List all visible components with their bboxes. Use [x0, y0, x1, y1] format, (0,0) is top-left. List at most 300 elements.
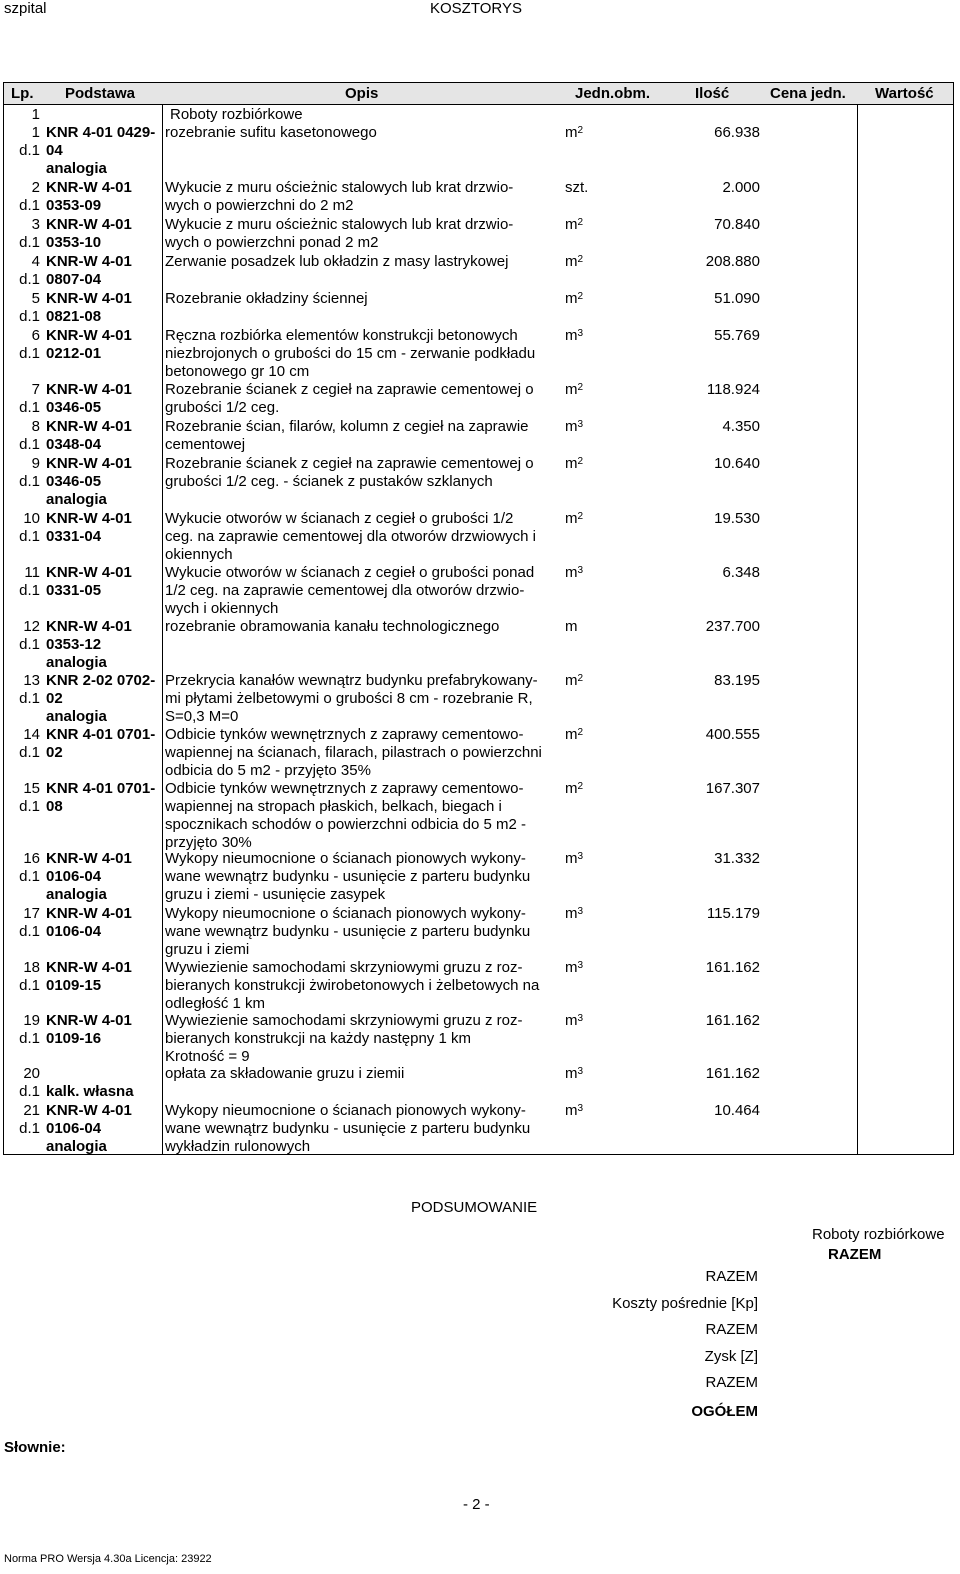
header-project-name: szpital [4, 0, 47, 17]
row-number: 15 [23, 780, 40, 797]
description-line: rozebranie sufitu kasetonowego [165, 124, 377, 141]
unit-base: m [565, 1065, 578, 1082]
description-line: Wykucie z muru ościeżnic stalowych lub krat drzwio- [165, 179, 514, 196]
row-description [165, 850, 560, 904]
description-line: spocznikach schodów o powierzchni odbicia do 5 m2 - [165, 816, 527, 833]
summary-razem-2: RAZEM [705, 1321, 758, 1338]
row-quantity: 237.700 [705, 618, 760, 635]
row-number: 18 [23, 959, 40, 976]
unit-base: m [565, 290, 578, 307]
unit-base: szt. [565, 179, 589, 196]
description-line: gruzu i ziemi [165, 941, 250, 958]
row-quantity: 66.938 [714, 124, 760, 141]
description-line: Wykopy nieumocnione o ścianach pionowych wykony- [165, 905, 526, 922]
description-line: wych o powierzchni ponad 2 m2 [165, 234, 379, 251]
base-line: KNR-W 4-01 [46, 510, 132, 527]
row-dept: d.1 [19, 636, 40, 653]
row-description [165, 780, 560, 852]
row-description [165, 1102, 560, 1156]
base-line: KNR-W 4-01 [46, 564, 132, 581]
row-dept: d.1 [19, 1120, 40, 1137]
base-line: KNR-W 4-01 [46, 850, 132, 867]
row-base [46, 179, 164, 215]
row-lp [4, 381, 40, 417]
row-dept: d.1 [19, 528, 40, 545]
col-header-wartosc: Wartość [875, 85, 934, 102]
base-line: 0331-05 [46, 582, 102, 599]
row-quantity: 19.530 [714, 510, 760, 527]
base-line: KNR-W 4-01 [46, 179, 132, 196]
row-lp [4, 124, 40, 160]
row-number: 8 [31, 418, 40, 435]
row-quantity: 115.179 [706, 905, 760, 922]
row-description [165, 1012, 560, 1066]
row-lp [4, 418, 40, 454]
base-line: 0353-10 [46, 234, 102, 251]
unit-base: m [565, 124, 578, 141]
base-line: 0348-04 [46, 436, 102, 453]
base-line: KNR-W 4-01 [46, 905, 132, 922]
description-line: przyjęto 30% [165, 834, 252, 851]
row-base [46, 381, 164, 417]
row-unit [565, 618, 578, 636]
row-lp [4, 564, 40, 600]
unit-base: m [565, 959, 578, 976]
base-line: kalk. własna [46, 1083, 134, 1100]
row-number: 16 [23, 850, 40, 867]
base-line: 0106-04 [46, 923, 102, 940]
row-unit [565, 327, 583, 345]
row-unit [565, 418, 583, 436]
unit-exponent: 3 [577, 328, 584, 339]
description-line: odbicia do 5 m2 - przyjęto 35% [165, 762, 371, 779]
row-quantity: 161.162 [705, 1012, 760, 1029]
row-lp [4, 510, 40, 546]
row-quantity: 51.090 [714, 290, 760, 307]
row-description [165, 290, 560, 308]
description-line: ceg. na zaprawie cementowej dla otworów drzwiowych i [165, 528, 537, 545]
row-lp [4, 455, 40, 491]
row-base [46, 1065, 164, 1101]
row-dept: d.1 [19, 690, 40, 707]
unit-exponent: 2 [577, 673, 584, 684]
row-lp [4, 253, 40, 289]
unit-exponent: 3 [577, 906, 584, 917]
row-unit [565, 726, 583, 744]
base-line: KNR 4-01 0701- [46, 726, 156, 743]
estimate-table [3, 82, 954, 1155]
unit-base: m [565, 618, 578, 635]
row-quantity: 55.769 [714, 327, 760, 344]
summary-ogolem: OGÓŁEM [691, 1403, 758, 1420]
row-number: 7 [31, 381, 40, 398]
base-line: 0821-08 [46, 308, 102, 325]
base-line: KNR-W 4-01 [46, 1012, 132, 1029]
section-title: Roboty rozbiórkowe [170, 106, 303, 123]
base-line: analogia [46, 708, 107, 725]
description-line: opłata za składowanie gruzu i ziemii [165, 1065, 405, 1082]
row-quantity: 70.840 [714, 216, 760, 233]
unit-base: m [565, 455, 578, 472]
base-line: KNR-W 4-01 [46, 418, 132, 435]
row-base [46, 726, 164, 762]
column-divider [857, 105, 858, 1154]
base-line: KNR-W 4-01 [46, 327, 132, 344]
unit-base: m [565, 510, 578, 527]
row-dept: d.1 [19, 234, 40, 251]
description-line: betonowego gr 10 cm [165, 363, 310, 380]
row-number: 13 [23, 672, 40, 689]
description-line: Przekrycia kanałów wewnątrz budynku prefabrykowany- [165, 672, 538, 689]
unit-base: m [565, 1102, 578, 1119]
row-lp [4, 905, 40, 941]
summary-koszty-posrednie: Koszty pośrednie [Kp] [612, 1295, 758, 1312]
row-description [165, 253, 560, 271]
description-line: Zerwanie posadzek lub okładzin z masy lastrykowej [165, 253, 509, 270]
description-line: Ręczna rozbiórka elementów konstrukcji betonowych [165, 327, 518, 344]
row-base [46, 905, 164, 941]
summary-column-title: Roboty rozbiórkowe [812, 1226, 945, 1243]
row-base [46, 959, 164, 995]
description-line: odległość 1 km [165, 995, 266, 1012]
base-line: 0807-04 [46, 271, 102, 288]
unit-exponent: 3 [577, 565, 584, 576]
row-unit [565, 1102, 583, 1120]
base-line [46, 1065, 164, 1083]
description-line: wane wewnątrz budynku - usunięcie z parteru budynku [165, 868, 531, 885]
row-lp [4, 618, 40, 654]
row-description [165, 564, 560, 618]
description-line: Rozebranie ścianek z cegieł na zaprawie cementowej o [165, 381, 534, 398]
unit-base: m [565, 253, 578, 270]
row-unit [565, 381, 583, 399]
row-base [46, 418, 164, 454]
row-dept: d.1 [19, 197, 40, 214]
row-unit [565, 253, 583, 271]
row-unit [565, 780, 583, 798]
base-line: analogia [46, 491, 107, 508]
base-line: KNR-W 4-01 [46, 216, 132, 233]
description-line: Odbicie tynków wewnętrznych z zaprawy cementowo- [165, 726, 524, 743]
row-number: 1 [31, 124, 40, 141]
description-line: bieranych konstrukcji żwirobetonowych i żelbetowych na [165, 977, 540, 994]
base-line: KNR 4-01 0429- [46, 124, 156, 141]
base-line: KNR-W 4-01 [46, 455, 132, 472]
base-line: 0331-04 [46, 528, 102, 545]
row-quantity: 208.880 [705, 253, 760, 270]
base-line: KNR-W 4-01 [46, 381, 132, 398]
description-line: niezbrojonych o grubości do 15 cm - zerwanie podkładu [165, 345, 536, 362]
row-base [46, 618, 164, 672]
row-dept: d.1 [19, 923, 40, 940]
row-unit [565, 850, 583, 868]
row-quantity: 118.924 [706, 381, 760, 398]
row-description [165, 381, 560, 417]
base-line: 0353-12 [46, 636, 102, 653]
row-quantity: 83.195 [714, 672, 760, 689]
description-line: 1/2 ceg. na zaprawie cementowej dla otworów drzwio- [165, 582, 525, 599]
row-number: 19 [23, 1012, 40, 1029]
row-description [165, 124, 560, 142]
description-line: wapiennej na ścianach, filarach, pilastrach o powierzchni [165, 744, 542, 761]
base-line: 0353-09 [46, 197, 102, 214]
row-unit [565, 290, 583, 308]
unit-base: m [565, 327, 578, 344]
unit-base: m [565, 850, 578, 867]
base-line: 0109-15 [46, 977, 102, 994]
row-lp [4, 726, 40, 762]
description-line: Wywiezienie samochodami skrzyniowymi gruzu z roz- [165, 1012, 523, 1029]
row-lp [4, 1102, 40, 1138]
row-quantity: 161.162 [705, 1065, 760, 1082]
unit-exponent: 2 [577, 254, 584, 265]
row-number: 10 [23, 510, 40, 527]
description-line: Wykopy nieumocnione o ścianach pionowych wykony- [165, 1102, 526, 1119]
row-unit [565, 510, 583, 528]
row-number: 3 [31, 216, 40, 233]
description-line: wane wewnątrz budynku - usunięcie z parteru budynku [165, 1120, 531, 1137]
row-lp [4, 216, 40, 252]
unit-exponent: 3 [577, 1013, 584, 1024]
row-number: 12 [23, 618, 40, 635]
unit-base: m [565, 1012, 578, 1029]
description-line: Wykopy nieumocnione o ścianach pionowych wykony- [165, 850, 526, 867]
base-line: analogia [46, 654, 107, 671]
unit-base: m [565, 672, 578, 689]
col-header-cena: Cena jedn. [770, 85, 846, 102]
unit-exponent: 2 [577, 781, 584, 792]
row-quantity: 2.000 [722, 179, 760, 196]
description-line: grubości 1/2 ceg. [165, 399, 280, 416]
row-description [165, 672, 560, 726]
unit-base: m [565, 780, 578, 797]
row-quantity: 10.464 [714, 1102, 760, 1119]
unit-exponent: 2 [577, 217, 584, 228]
row-dept: d.1 [19, 436, 40, 453]
row-dept: d.1 [19, 582, 40, 599]
row-description [165, 510, 560, 564]
header-document-title: KOSZTORYS [430, 0, 522, 17]
row-unit [565, 905, 583, 923]
description-line: mi płytami żelbetowymi o grubości 8 cm - rozebranie R, [165, 690, 533, 707]
row-base [46, 124, 164, 178]
row-dept: d.1 [19, 1030, 40, 1047]
row-lp [4, 959, 40, 995]
summary-razem-3: RAZEM [705, 1374, 758, 1391]
row-number: 11 [24, 564, 40, 581]
unit-base: m [565, 216, 578, 233]
table-header-row [4, 83, 953, 105]
summary-zysk: Zysk [Z] [704, 1348, 758, 1365]
unit-base: m [565, 726, 578, 743]
row-base [46, 253, 164, 289]
row-number: 5 [31, 290, 40, 307]
row-quantity: 31.332 [714, 850, 760, 867]
row-description [165, 216, 560, 252]
description-line: bieranych konstrukcji na każdy następny 1 km [165, 1030, 471, 1047]
base-line: 0212-01 [46, 345, 102, 362]
col-header-jedn: Jedn.obm. [575, 85, 651, 102]
row-base [46, 780, 164, 816]
description-line: wykładzin rulonowych [165, 1138, 311, 1155]
unit-base: m [565, 381, 578, 398]
row-lp [4, 672, 40, 708]
description-line: gruzu i ziemi - usunięcie zasypek [165, 886, 386, 903]
row-dept: d.1 [19, 308, 40, 325]
unit-exponent: 2 [577, 291, 584, 302]
description-line: cementowej [165, 436, 246, 453]
row-description [165, 959, 560, 1013]
row-unit [565, 672, 583, 690]
description-line: rozebranie obramowania kanału technologicznego [165, 618, 500, 635]
col-header-lp: Lp. [11, 85, 34, 102]
unit-exponent: 2 [577, 125, 584, 136]
row-description [165, 905, 560, 959]
row-number: 9 [31, 455, 40, 472]
summary-column-razem: RAZEM [828, 1246, 882, 1263]
col-header-ilosc: Ilość [695, 85, 730, 102]
unit-exponent: 3 [577, 960, 584, 971]
row-unit [565, 455, 583, 473]
row-base [46, 216, 164, 252]
row-description [165, 179, 560, 215]
description-line: Rozebranie ścianek z cegieł na zaprawie cementowej o [165, 455, 534, 472]
row-dept: d.1 [19, 345, 40, 362]
row-quantity: 6.348 [722, 564, 760, 581]
row-dept: d.1 [19, 798, 40, 815]
row-base [46, 455, 164, 509]
unit-exponent: 3 [577, 851, 584, 862]
row-number: 17 [23, 905, 40, 922]
unit-exponent: 3 [577, 1103, 584, 1114]
base-line: 04 [46, 142, 63, 159]
row-unit [565, 564, 583, 582]
row-lp [4, 327, 40, 363]
description-line: wych o powierzchni do 2 m2 [165, 197, 354, 214]
row-dept: d.1 [19, 271, 40, 288]
row-unit [565, 216, 583, 234]
footer-license: Norma PRO Wersja 4.30a Licencja: 23922 [4, 1553, 212, 1565]
row-dept: d.1 [19, 473, 40, 490]
description-line: Wykucie otworów w ścianach z cegieł o grubości 1/2 [165, 510, 514, 527]
row-number: 14 [23, 726, 40, 743]
unit-exponent: 2 [577, 727, 584, 738]
base-line: KNR-W 4-01 [46, 959, 132, 976]
base-line: 08 [46, 798, 63, 815]
col-header-opis: Opis [345, 85, 379, 102]
row-description [165, 418, 560, 454]
row-number: 20 [23, 1065, 40, 1082]
description-line: Wywiezienie samochodami skrzyniowymi gruzu z roz- [165, 959, 523, 976]
base-line: analogia [46, 886, 107, 903]
row-base [46, 510, 164, 546]
base-line: 0346-05 [46, 473, 102, 490]
col-header-podstawa: Podstawa [65, 85, 136, 102]
row-base [46, 850, 164, 904]
row-unit [565, 124, 583, 142]
row-base [46, 1012, 164, 1048]
description-line: Rozebranie ścian, filarów, kolumn z cegieł na zaprawie [165, 418, 529, 435]
base-line: KNR-W 4-01 [46, 618, 132, 635]
description-line: wapiennej na stropach płaskich, belkach, biegach i [165, 798, 502, 815]
unit-base: m [565, 418, 578, 435]
summary-razem-1: RAZEM [705, 1268, 758, 1285]
row-unit [565, 179, 588, 197]
summary-title: PODSUMOWANIE [411, 1199, 538, 1216]
row-number: 21 [23, 1102, 40, 1119]
unit-exponent: 2 [577, 456, 584, 467]
base-line: KNR-W 4-01 [46, 290, 132, 307]
row-unit [565, 959, 583, 977]
row-lp [4, 780, 40, 816]
base-line: 0109-16 [46, 1030, 102, 1047]
section-lp: 1 [31, 106, 40, 123]
unit-exponent: 2 [577, 511, 584, 522]
unit-exponent: 3 [577, 1066, 584, 1077]
base-line: 02 [46, 744, 63, 761]
base-line: analogia [46, 160, 107, 177]
row-quantity: 161.162 [705, 959, 760, 976]
row-dept: d.1 [19, 977, 40, 994]
unit-exponent: 2 [577, 382, 584, 393]
row-base [46, 1102, 164, 1156]
row-quantity: 10.640 [714, 455, 760, 472]
row-lp [4, 850, 40, 886]
description-line: Wykucie z muru ościeżnic stalowych lub krat drzwio- [165, 216, 514, 233]
description-line: S=0,3 M=0 [165, 708, 239, 725]
description-line: Rozebranie okładziny ściennej [165, 290, 368, 307]
row-dept: d.1 [19, 868, 40, 885]
row-dept: d.1 [19, 744, 40, 761]
row-description [165, 618, 560, 636]
row-unit [565, 1065, 583, 1083]
base-line: KNR 4-01 0701- [46, 780, 156, 797]
base-line: 0106-04 [46, 1120, 102, 1137]
row-description [165, 327, 560, 381]
row-lp [4, 179, 40, 215]
description-line: wane wewnątrz budynku - usunięcie z parteru budynku [165, 923, 531, 940]
base-line: 0106-04 [46, 868, 102, 885]
base-line: KNR-W 4-01 [46, 1102, 132, 1119]
row-number: 4 [31, 253, 40, 270]
row-dept: d.1 [19, 142, 40, 159]
row-number: 6 [31, 327, 40, 344]
row-quantity: 4.350 [722, 418, 760, 435]
row-dept: d.1 [19, 399, 40, 416]
row-lp [4, 290, 40, 326]
base-line: KNR-W 4-01 [46, 253, 132, 270]
base-line: analogia [46, 1138, 107, 1155]
row-dept: d.1 [19, 1083, 40, 1100]
row-lp [4, 1065, 40, 1101]
unit-base: m [565, 905, 578, 922]
row-base [46, 564, 164, 600]
unit-base: m [565, 564, 578, 581]
base-line: KNR 2-02 0702- [46, 672, 156, 689]
description-line: grubości 1/2 ceg. - ścianek z pustaków szklanych [165, 473, 493, 490]
description-line: okiennych [165, 546, 233, 563]
row-lp [4, 1012, 40, 1048]
base-line: 0346-05 [46, 399, 102, 416]
row-quantity: 167.307 [705, 780, 760, 797]
slownie-label: Słownie: [4, 1439, 66, 1456]
row-base [46, 327, 164, 363]
row-number: 2 [31, 179, 40, 196]
row-description [165, 726, 560, 780]
page-number: - 2 - [463, 1496, 490, 1513]
base-line: 02 [46, 690, 63, 707]
row-unit [565, 1012, 583, 1030]
